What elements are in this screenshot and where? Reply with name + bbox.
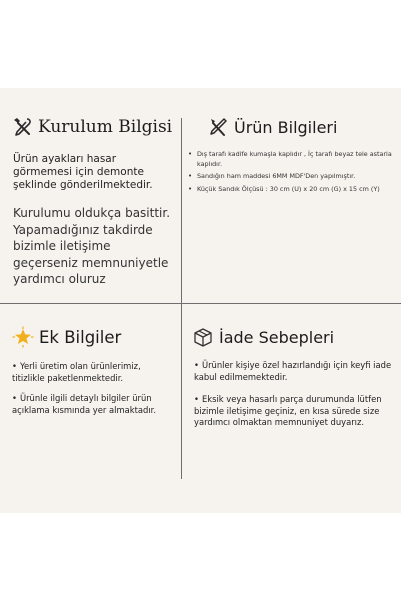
list-item: • Yerli üretim olan ürünlerimiz, titizlikle paketlenmektedir. bbox=[12, 361, 141, 383]
iade-title: İade Sebepleri bbox=[219, 327, 335, 347]
vertical-divider bbox=[181, 118, 182, 479]
list-item: • Ürünler kişiye özel hazırlandığı için keyfi iade kabul edilmemektedir. bbox=[194, 360, 392, 382]
iade-list bbox=[194, 360, 394, 429]
list-item: • Dış tarafı kadife kumaşla kaplıdır , İç tarafı beyaz tele astarla kaplıdır. bbox=[187, 150, 392, 169]
list-item-text: Ürünler kişiye özel hazırlandığı için keyfi iade kabul edilmemektedir. bbox=[194, 360, 392, 382]
list-item-text: Eksik veya hasarlı parça durumunda lütfen bizimle iletişime geçiniz, en kısa sürede size yardımcı olmaktan memnuniyet duyarız. bbox=[194, 394, 382, 427]
urun-title: Ürün Bilgileri bbox=[234, 117, 338, 137]
kurulum-title-row bbox=[11, 116, 176, 138]
kurulum-text-2: Kurulumu oldukça basittir. Yapamadığınız takdirde bizimle iletişime geçerseniz memnuniyetle yardımcı oluruz bbox=[13, 206, 171, 286]
list-item: • Küçük Sandık Ölçüsü : 30 cm (U) x 20 cm (G) x 15 cm (Y) bbox=[187, 185, 392, 195]
horizontal-divider bbox=[0, 303, 401, 304]
ek-list bbox=[12, 361, 172, 416]
ek-title-row bbox=[12, 326, 177, 348]
kurulum-section bbox=[11, 116, 176, 288]
kurulum-title: Kurulum Bilgisi bbox=[38, 117, 173, 137]
package-icon bbox=[192, 326, 214, 348]
list-item: • Sandığın ham maddesi 6MM MDF'Den yapılmıştır. bbox=[187, 172, 392, 182]
iade-section bbox=[192, 326, 397, 438]
tools-icon bbox=[207, 116, 229, 138]
list-item-text: Yerli üretim olan ürünlerimiz, titizlikle paketlenmektedir. bbox=[12, 361, 141, 383]
ek-title: Ek Bilgiler bbox=[39, 327, 122, 347]
urun-list bbox=[187, 150, 392, 194]
ek-section bbox=[12, 326, 177, 425]
list-item-text: Ürünle ilgili detaylı bilgiler ürün açıklama kısmında yer almaktadır. bbox=[12, 393, 156, 415]
star-icon bbox=[12, 326, 34, 348]
list-item: • Eksik veya hasarlı parça durumunda lütfen bizimle iletişime geçiniz, en kısa sürede size yardımcı olmaktan memnuniyet duyarız. bbox=[194, 394, 382, 427]
tools-icon bbox=[11, 116, 33, 138]
kurulum-text-1: Ürün ayakları hasar görmemesi için demonte şeklinde gönderilmektedir. bbox=[13, 153, 153, 191]
list-item: • Ürünle ilgili detaylı bilgiler ürün açıklama kısmında yer almaktadır. bbox=[12, 393, 156, 415]
iade-title-row bbox=[192, 326, 397, 348]
urun-title-row bbox=[207, 116, 397, 138]
urun-section bbox=[197, 116, 397, 197]
